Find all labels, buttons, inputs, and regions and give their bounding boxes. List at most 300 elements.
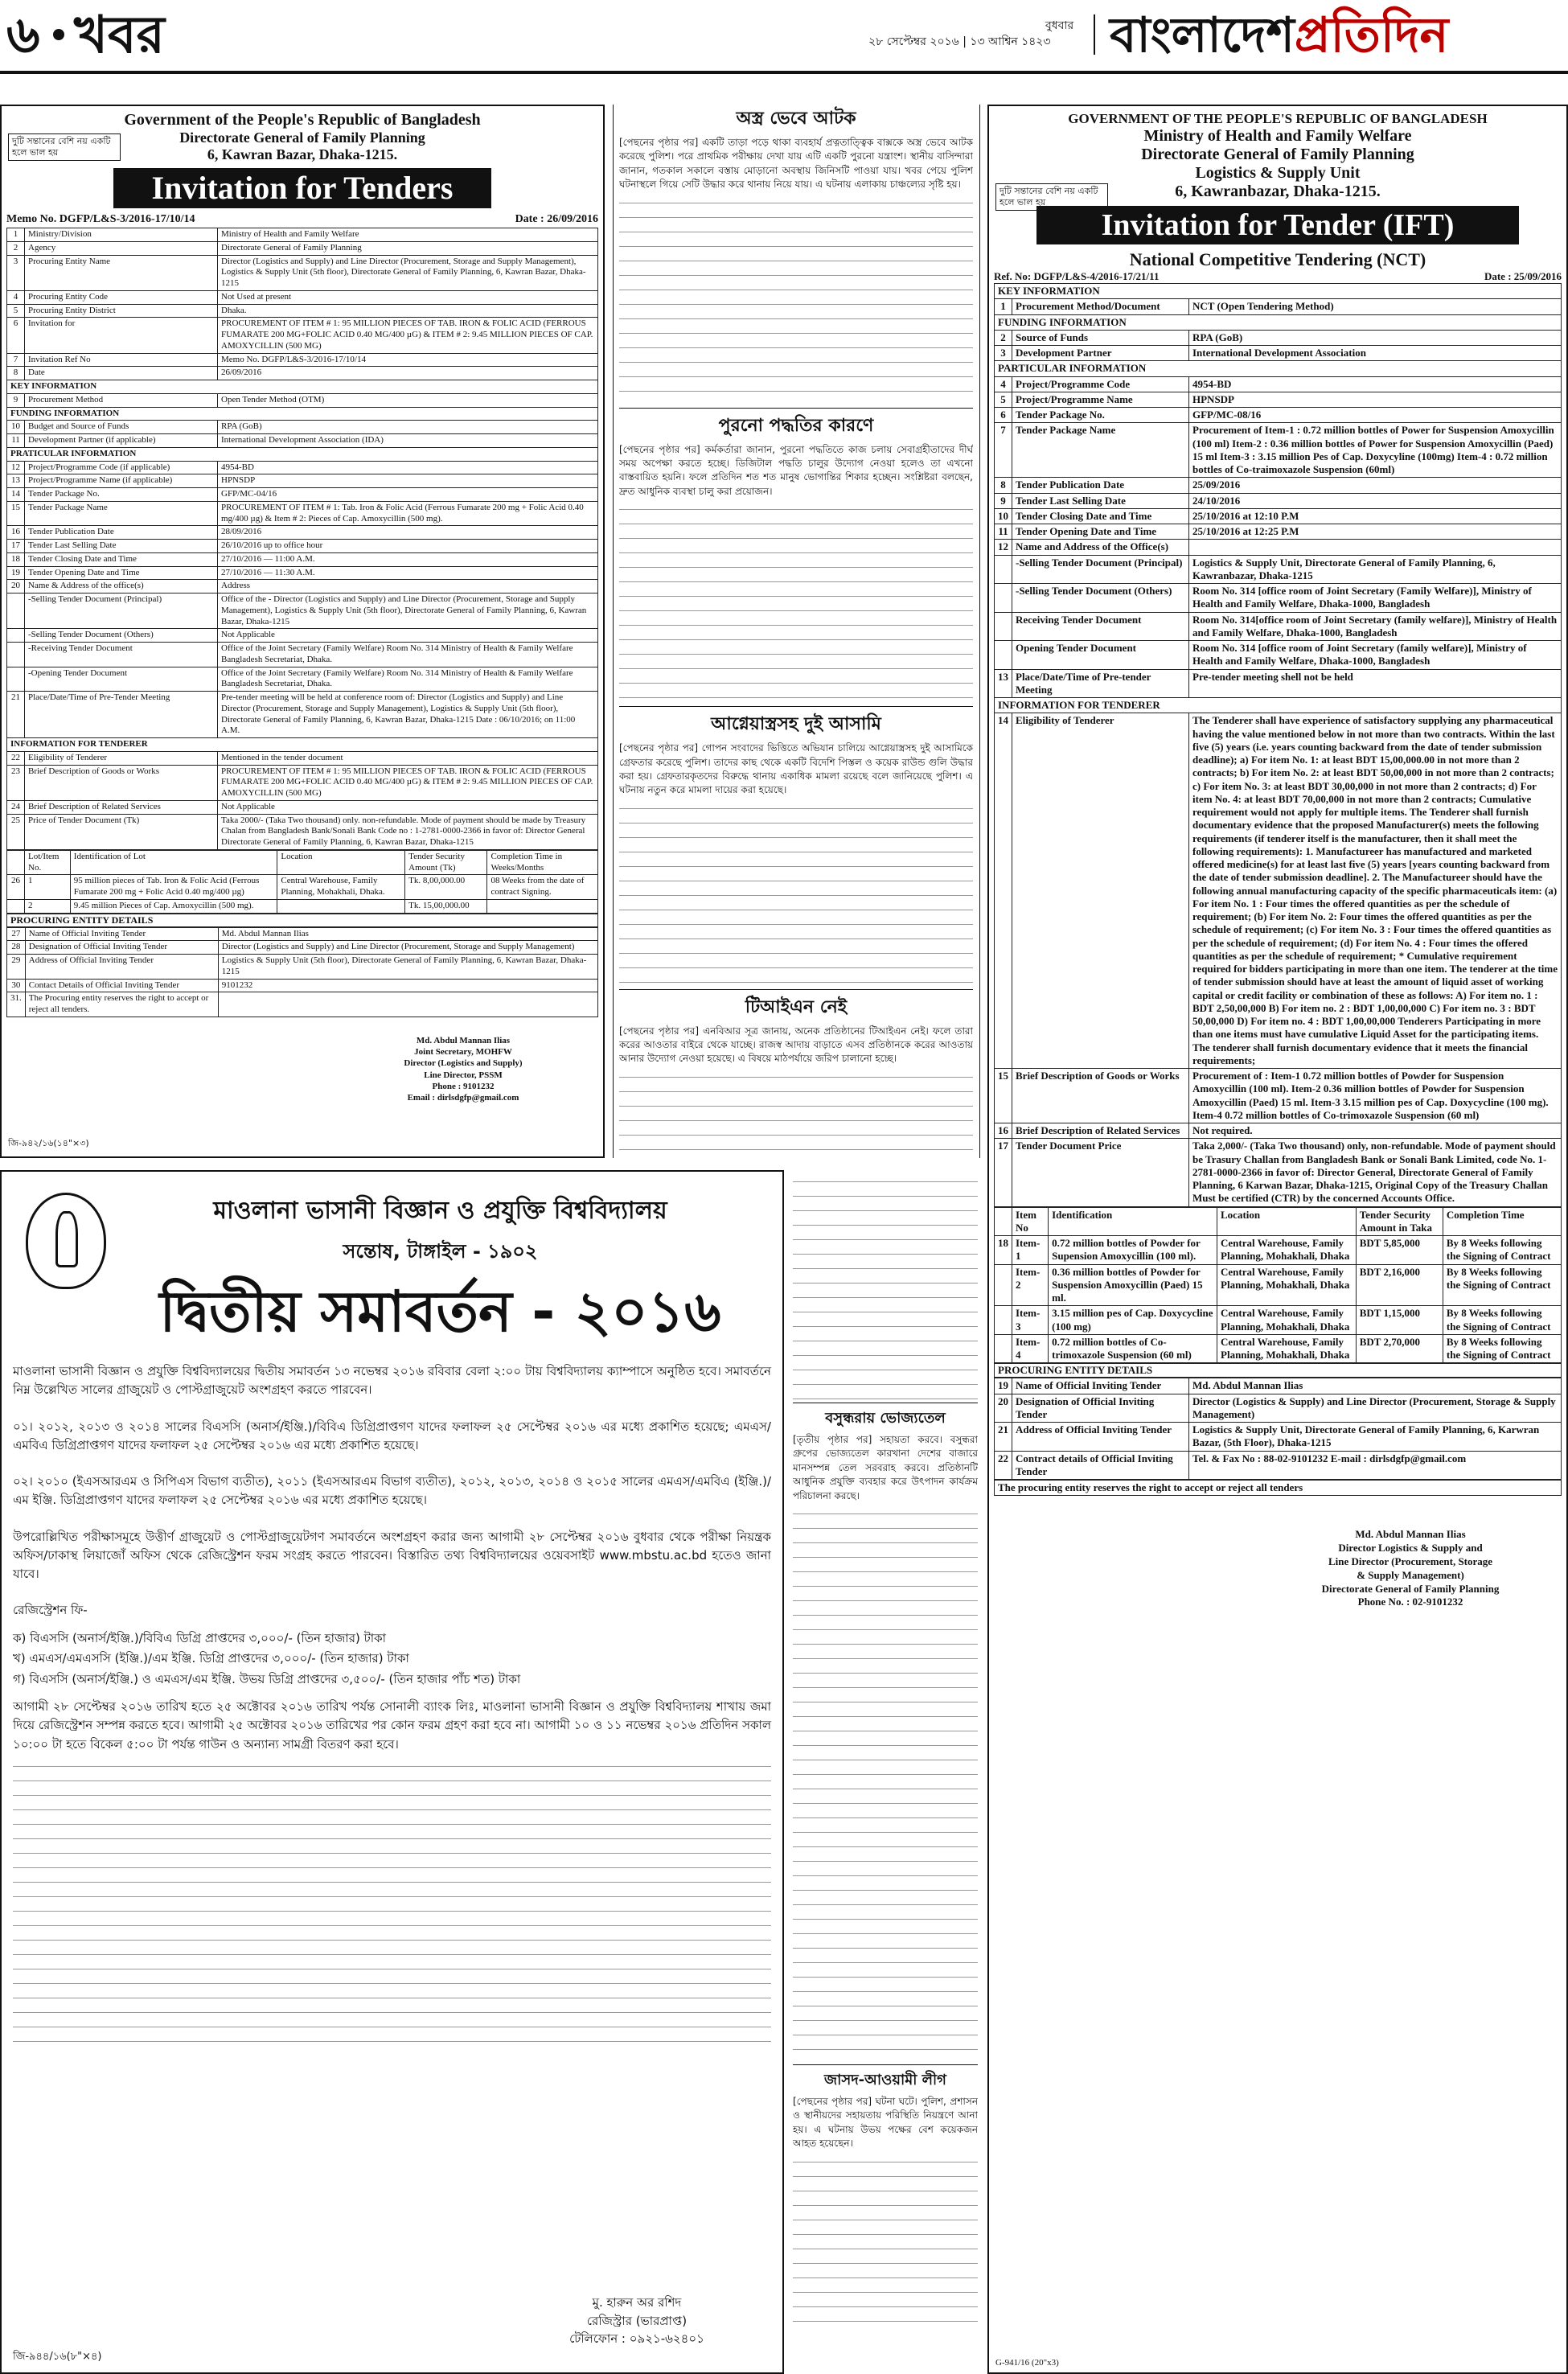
- news-body-6-cont: [793, 2154, 978, 2323]
- news-body-3-cont: [619, 801, 973, 986]
- table-cell: International Development Association: [1189, 346, 1562, 361]
- table-row: [995, 1264, 1562, 1306]
- table-row: [995, 408, 1562, 423]
- table-cell: 13: [7, 474, 25, 488]
- table-cell: Agency: [25, 241, 218, 255]
- table-row: [7, 353, 598, 367]
- table-cell: Central Warehouse, Family Planning, Mohakhali, Dhaka.: [277, 875, 405, 900]
- table-cell: [995, 612, 1012, 641]
- table-cell: [995, 1207, 1012, 1236]
- table-row: [995, 284, 1562, 299]
- table-cell: PROCUREMENT OF ITEM # 1: 95 MILLION PIECES OF TAB. IRON & FOLIC ACID (FERROUS FUMARATE 200 MG+FOLIC ACID 0.40 MG/400 µG) & ITEM # 2: 9.45 MILLION PIECES OF CAP. AMOXYCILLIN (500 MG): [218, 318, 598, 353]
- table-row: [7, 474, 598, 488]
- table-cell: 17: [7, 540, 25, 553]
- table-cell: -Receiving Tender Document: [25, 643, 218, 667]
- ad1-proc-head: PROCURING ENTITY DETAILS: [6, 914, 598, 927]
- table-cell: Not Applicable: [218, 629, 598, 643]
- ad2-date: Date : 25/09/2016: [1484, 270, 1562, 282]
- table-cell: Tender Security Amount (Tk): [405, 850, 487, 875]
- table-cell: 31.: [7, 992, 26, 1017]
- table-cell: 27/10/2016 — 11:30 A.M.: [218, 566, 598, 580]
- table-cell: Item No: [1012, 1207, 1049, 1236]
- table-cell: Tender Last Selling Date: [25, 540, 218, 553]
- table-row: [7, 979, 598, 992]
- ad2-ministry: Ministry of Health and Family Welfare: [1143, 127, 1412, 145]
- convocation-code: জি-৯৪৪/১৬(৮"×৪): [13, 2351, 102, 2363]
- table-cell: Central Warehouse, Family Planning, Mohakhali, Dhaka: [1217, 1264, 1357, 1306]
- table-cell: PRATICULAR INFORMATION: [7, 447, 598, 461]
- table-cell: Not Used at present: [218, 290, 598, 304]
- table-cell: 16: [7, 526, 25, 540]
- table-cell: Receiving Tender Document: [1012, 612, 1189, 641]
- bullet-icon: [53, 29, 64, 40]
- table-cell: Contact Details of Official Inviting Tender: [25, 979, 218, 992]
- ad2-proc-table: [994, 1378, 1562, 1480]
- table-cell: 2: [25, 899, 71, 913]
- table-cell: [995, 584, 1012, 613]
- table-cell: 3: [995, 346, 1012, 361]
- table-row: [7, 318, 598, 353]
- section-title: খবর: [74, 6, 165, 65]
- table-cell: Completion Time: [1443, 1207, 1561, 1236]
- table-cell: 25/10/2016 at 12:25 P.M: [1189, 524, 1562, 540]
- table-cell: -Selling Tender Document (Principal): [1012, 555, 1189, 584]
- table-cell: 18: [995, 1236, 1012, 1265]
- table-cell: 0.36 million bottles of Powder for Suspension Amoxycillin (Paed) 15 ml.: [1049, 1264, 1217, 1306]
- table-cell: Procuring Entity Code: [25, 290, 218, 304]
- masthead-separator: [1094, 14, 1095, 55]
- ad2-proc-head: PROCURING ENTITY DETAILS: [994, 1363, 1562, 1378]
- table-row: [7, 927, 598, 941]
- table-cell: Tender Opening Date and Time: [1012, 524, 1189, 540]
- news-headline-2: পুরনো পদ্ধতির কারণে: [619, 408, 973, 442]
- text-line: Md. Abdul Mannan Ilias: [1355, 1528, 1466, 1540]
- text-line: Joint Secretary, MOHFW: [414, 1047, 512, 1058]
- table-cell: Project/Programme Code (if applicable): [25, 461, 218, 474]
- table-cell: -Opening Tender Document: [25, 667, 218, 692]
- table-row: [7, 367, 598, 380]
- university-place: সন্তোষ, টাঙ্গাইল - ১৯০২: [343, 1240, 538, 1263]
- table-cell: 5: [7, 304, 25, 318]
- text-line: Director (Logistics and Supply): [404, 1058, 523, 1069]
- table-cell: Location: [277, 850, 405, 875]
- table-cell: 3: [7, 255, 25, 290]
- table-header-row: [995, 1207, 1562, 1236]
- table-cell: 11: [7, 434, 25, 448]
- table-cell: 25/09/2016: [1189, 478, 1562, 493]
- table-cell: Md. Abdul Mannan Ilias: [218, 927, 597, 941]
- table-cell: 20: [7, 580, 25, 594]
- table-cell: [7, 850, 25, 875]
- table-cell: 14: [7, 488, 25, 502]
- table-cell: 21: [7, 692, 25, 738]
- eligible-2: ০২। ২০১০ (ইএসআরএম ও সিপিএস বিভাগ ব্যতীত), ২০১১ (ইএসআরএম বিভাগ ব্যতীত), ২০১২, ২০১৩, ২০১৪ ও ২০১৫ সালের এমএস/এমবিএ (ইঞ্জি.)/এম ইঞ্জি. ডিগ্রিপ্রাপ্তগণ যাদের ফলাফল ২৫ সেপ্টেম্বর ২০১৬ এর মধ্যে প্রকাশিত হয়েছে।: [13, 1474, 771, 1508]
- table-cell: PARTICULAR INFORMATION: [995, 361, 1562, 376]
- table-row: [7, 434, 598, 448]
- table-cell: Development Partner (if applicable): [25, 434, 218, 448]
- table-cell: KEY INFORMATION: [995, 284, 1562, 299]
- convocation-body-2: আগামী ২৮ সেপ্টেম্বর ২০১৬ তারিখ হতে ২৫ অক্টোবর ২০১৬ তারিখ পর্যন্ত সোনালী ব্যাংক লিঃ, মাওলানা ভাসানী বিজ্ঞান ও প্রযুক্তি বিশ্ববিদ্যালয় শাখায় জমা দিয়ে রেজিস্ট্রেশন সম্পন্ন করতে হবে। আগামী ২৫ অক্টোবর ২০১৬ তারিখের পর কোন ফরম গ্রহণ করা হবে না। আগামী ১০ ও ১১ নভেম্বর ২০১৬ প্রতিদিন সকাল ১০:০০ টা হতে বিকেল ৫:০০ টা পর্যন্ত গাউন ও অন্যান্য সামগ্রী বিতরণ করা হবে।: [13, 1699, 771, 1752]
- table-cell: 08 Weeks from the date of contract Signing.: [487, 875, 598, 900]
- table-row: [7, 629, 598, 643]
- tender-ad-right: [987, 105, 1568, 2374]
- table-row: [995, 478, 1562, 493]
- table-cell: 25/10/2016 at 12:10 P.M: [1189, 508, 1562, 524]
- news-column: [619, 101, 973, 1163]
- table-row: [7, 738, 598, 752]
- table-row: [7, 421, 598, 434]
- logo-part-1: বাংলাদেশ: [1110, 7, 1295, 64]
- table-cell: 9: [995, 493, 1012, 508]
- table-cell: 3.15 million pes of Cap. Doxycycline (100 mg): [1049, 1306, 1217, 1335]
- ad2-unit: Logistics & Supply Unit: [1195, 164, 1361, 182]
- table-cell: Tender Last Selling Date: [1012, 493, 1189, 508]
- table-cell: Tk. 15,00,000.00: [405, 899, 487, 913]
- table-cell: Procurement of : Item-1 0.72 million bottles of Powder for Suspension Amoxycillin (100 ml). Item-2 0.36 million bottles of Powder for Suspension Amoxycillin (Paed) 15 ml. Item-3 3.15 million pes of Cap. Doxycycline (100 mg). Item-4 0.72 million bottles of Co-trimoxazole Suspension (60 ml): [1189, 1069, 1562, 1123]
- table-cell: 14: [995, 713, 1012, 1069]
- table-row: [995, 524, 1562, 540]
- table-cell: HPNSDP: [218, 474, 598, 488]
- table-cell: Invitation Ref No: [25, 353, 218, 367]
- table-cell: Room No. 314[office room of Joint Secretary (family welfare)], Ministry of Health and Family Welfare, Dhaka-1000, Bangladesh: [1189, 612, 1562, 641]
- table-row: [995, 698, 1562, 713]
- table-row: [995, 1394, 1562, 1423]
- table-cell: Budget and Source of Funds: [25, 421, 218, 434]
- table-cell: 30: [7, 979, 26, 992]
- news-body-5-cont: [793, 1506, 978, 2061]
- table-cell: 28/09/2016: [218, 526, 598, 540]
- table-cell: 26/09/2016: [218, 367, 598, 380]
- table-cell: Lot/Item No.: [25, 850, 71, 875]
- table-cell: 29: [7, 955, 26, 980]
- table-cell: Address of Official Inviting Tender: [1012, 1423, 1189, 1452]
- table-row: [7, 765, 598, 800]
- table-row: [995, 508, 1562, 524]
- table-cell: 28: [7, 941, 26, 955]
- text-line: Line Director, PSSM: [424, 1070, 503, 1080]
- table-cell: Place/Date/Time of Pre-Tender Meeting: [25, 692, 218, 738]
- page-number: ৬: [6, 6, 40, 65]
- table-cell: Taka 2000/- (Taka Two thousand) only. non-refundable. Mode of payment should be made by Treasury Chalan from Bangladesh Bank/Sonali Bank Code no : 1-2781-0000-2366 in favor of: Director General Directorate General of Family Planning, 6, Kawran Bazar, Dhaka-1215: [218, 814, 598, 849]
- news-headline-1: অস্ত্র ভেবে আটক: [736, 109, 856, 129]
- table-cell: [995, 555, 1012, 584]
- table-row: [995, 1123, 1562, 1139]
- table-cell: Place/Date/Time of Pre-tender Meeting: [1012, 669, 1189, 698]
- table-cell: Name & Address of the office(s): [25, 580, 218, 594]
- table-cell: 9.45 million Pieces of Cap. Amoxycillin (500 mg).: [70, 899, 277, 913]
- table-cell: 9: [7, 393, 25, 407]
- table-row: [995, 423, 1562, 478]
- text-line: টেলিফোন : ০৯২১-৬২৪০১: [569, 2331, 704, 2346]
- ad1-motto: দুটি সন্তানের বেশি নয় একটি হলে ভাল হয়: [8, 133, 121, 161]
- table-cell: Designation of Official Inviting Tender: [25, 941, 218, 955]
- issue-date: ২৮ সেপ্টেম্বর ২০১৬ | ১৩ আশ্বিন ১৪২৩: [868, 35, 1051, 48]
- table-cell: Directorate General of Family Planning: [218, 241, 598, 255]
- text-line: খ) এমএস/এমএসসি (ইঞ্জি.)/এম ইঞ্জি. ডিগ্রি প্রাপ্তদের ৩,০০০/- (তিন হাজার) টাকা: [13, 1651, 409, 1665]
- table-cell: [218, 992, 597, 1017]
- table-cell: Md. Abdul Mannan Ilias: [1189, 1378, 1562, 1394]
- table-row: [7, 899, 598, 913]
- table-cell: Central Warehouse, Family Planning, Mohakhali, Dhaka: [1217, 1306, 1357, 1335]
- table-row: [995, 1069, 1562, 1123]
- table-cell: Completion Time in Weeks/Months: [487, 850, 598, 875]
- table-cell: [7, 643, 25, 667]
- table-cell: Room No. 314 [office room of Joint Secretary (Family Welfare)], Ministry of Health and Family Welfare, Dhaka-1000, Bangladesh: [1189, 584, 1562, 613]
- news-body-1-cont: [619, 195, 973, 405]
- table-cell: Eligibility of Tenderer: [25, 751, 218, 765]
- table-cell: Procurement Method: [25, 393, 218, 407]
- ad2-address: 6, Kawranbazar, Dhaka-1215.: [1175, 183, 1381, 200]
- table-cell: BDT 2,70,000: [1356, 1334, 1443, 1363]
- news-body-4: [পেছনের পৃষ্ঠার পর] এনবিআর সূত্র জানায়, অনেক প্রতিষ্ঠানের টিআইএন নেই। ফলে তারা করের আওতার বাইরে থেকে যাচ্ছে। রাজস্ব আদায় বাড়াতে এসব প্রতিষ্ঠানকে করের আওতায় আনার উদ্যোগ নেওয়া হয়েছে। এ বিষয়ে মাঠপর্যায়ে জরিপ চালানো হচ্ছে।: [619, 1025, 973, 1065]
- ad1-govt: Government of the People's Republic of Bangladesh: [124, 111, 481, 129]
- table-row: [7, 407, 598, 421]
- table-cell: 7: [7, 353, 25, 367]
- table-cell: 23: [7, 765, 25, 800]
- table-cell: 22: [7, 751, 25, 765]
- table-cell: 1: [25, 875, 71, 900]
- table-cell: Brief Description of Related Services: [25, 800, 218, 814]
- ad2-signature: [1259, 1528, 1562, 1609]
- table-cell: 1: [995, 299, 1012, 314]
- table-cell: Brief Description of Goods or Works: [25, 765, 218, 800]
- table-row: [7, 667, 598, 692]
- ad2-ref-row: [994, 270, 1562, 283]
- table-cell: Not required.: [1189, 1123, 1562, 1139]
- university-logo: [26, 1193, 106, 1289]
- table-row: [7, 290, 598, 304]
- table-row: [7, 241, 598, 255]
- news-headline-3: আগ্নেয়াস্ত্রসহ দুই আসামি: [619, 706, 973, 740]
- news-body-2-cont: [619, 502, 973, 703]
- table-cell: 27/10/2016 — 11:00 A.M.: [218, 552, 598, 566]
- convocation-title: দ্বিতীয় সমাবর্তন - ২০১৬: [159, 1279, 721, 1345]
- table-cell: 95 million pieces of Tab. Iron & Folic Acid (Ferrous Fumarate 200 mg + Folic Acid 0.40 mg/400 µg): [70, 875, 277, 900]
- ad1-memo: Memo No. DGFP/L&S-3/2016-17/10/14: [6, 213, 195, 225]
- col-rule-1: [613, 105, 614, 1158]
- ad1-lots-table: [6, 850, 598, 914]
- table-row: [7, 255, 598, 290]
- table-cell: By 8 Weeks following the Signing of Contract: [1443, 1334, 1561, 1363]
- ad1-table: [6, 228, 598, 850]
- table-cell: [7, 667, 25, 692]
- table-cell: Designation of Official Inviting Tender: [1012, 1394, 1189, 1423]
- ad1-address: 6, Kawran Bazar, Dhaka-1215.: [207, 146, 398, 162]
- ad2-ref: Ref. No: DGFP/L&S-4/2016-17/21/11: [994, 270, 1160, 282]
- table-cell: RPA (GoB): [1189, 330, 1562, 345]
- table-cell: 22: [995, 1451, 1012, 1480]
- table-cell: [487, 899, 598, 913]
- table-cell: Room No. 314 [office room of Joint Secretary (family welfare)], Ministry of Health and Family Welfare, Dhaka-1000, Bangladesh: [1189, 641, 1562, 670]
- table-cell: 19: [995, 1378, 1012, 1394]
- table-cell: Brief Description of Related Services: [1012, 1123, 1189, 1139]
- ad1-code: জি-৯৪২/১৬(১৪"×৩): [8, 1138, 89, 1148]
- table-cell: 27: [7, 927, 26, 941]
- table-cell: Mentioned in the tender document: [218, 751, 598, 765]
- table-cell: Tender Publication Date: [1012, 478, 1189, 493]
- table-cell: 25: [7, 814, 25, 849]
- text-line: Phone : 9101232: [432, 1081, 495, 1091]
- table-row: [995, 346, 1562, 361]
- table-cell: BDT 1,15,000: [1356, 1306, 1443, 1335]
- table-cell: Tender Closing Date and Time: [25, 552, 218, 566]
- table-cell: Address of Official Inviting Tender: [25, 955, 218, 980]
- table-cell: Tender Publication Date: [25, 526, 218, 540]
- table-cell: RPA (GoB): [218, 421, 598, 434]
- col-rule-2: [979, 105, 980, 1158]
- table-cell: [7, 629, 25, 643]
- table-row: [7, 814, 598, 849]
- table-cell: Tk. 8,00,000.00: [405, 875, 487, 900]
- table-cell: Tel. & Fax No : 88-02-9101232 E-mail : dirlsdgfp@gmail.com: [1189, 1451, 1562, 1480]
- table-row: [7, 992, 598, 1017]
- news-body-4-tail: [793, 1174, 978, 1399]
- table-cell: Tender Package Name: [1012, 423, 1189, 478]
- table-cell: 26: [7, 875, 25, 900]
- registrar-signature: [532, 2294, 741, 2348]
- table-row: [7, 580, 598, 594]
- convocation-ad: [0, 1170, 784, 2374]
- table-cell: Ministry/Division: [25, 228, 218, 242]
- table-cell: 6: [7, 318, 25, 353]
- table-row: [995, 493, 1562, 508]
- table-cell: Item-2: [1012, 1264, 1049, 1306]
- table-cell: -Selling Tender Document (Others): [25, 629, 218, 643]
- table-cell: 21: [995, 1423, 1012, 1452]
- table-cell: The Tenderer shall have experience of satisfactory supplying any pharmaceutical having the value mentioned below in not more than two contracts. Within the last five (5) years (i.e. years counting backward from the date of tender submission deadline); a) For item No. 1: at least BDT 15,00,000.00 in not more than 2 contracts; b) For item No. 2: at least BDT 50,00,000 in not more than 2 contracts; c) For item No. 3: at least BDT 30,00,000 in not more than 2 contracts; d) For item No. 4: at least BDT 70,00,000 in not more than 2 contracts; Cumulative requirement would not apply for multiple items. The Tenderer shall furnish documentary evidence that the proposed Manufacturer(s) meets the following requirements (if tenderer itself is the manufacturer, then it shall meet the following requirements): 1. Manufactureer has manufactured and marketed offered medicine(s) for at least last five (5) years [years counting backward from the date of tender submission deadline]. 2. The Manufactureer should have the following annual manufacturing capacity of the specific pharmaceuticals item: (a) For item No. 1 : Four times the offered quantities as per the schedule of requirement; (b) For item No. 2: Four times the offered quantities as per the schedule of requirement; (c) For item No. 3 : Four times the offered quantities as per the schedule of requirement; (d) For item No. 4 : Four times the offered quantities as per the schedule of requirement; * Cumulative requirement required for bidders participating in more than one item. The tenderer at the time of tender submission should have at least the amount of liquid asset of working capital or credit facility or combination of these as follows: A) For item no. 1 : BDT 2,50,00,000 B) For item no. 2 : BDT 1,00,00,000 C) For item no. 3 : BDT 50,00,000 D) For item no. 4 : BDT 1,00,00,000 Tenderers Participating in more than one items must have cumulative Liquid Asset for the participating items. The tenderer shall furnish documentary evidence that it meets the financial requirements;: [1189, 713, 1562, 1069]
- table-cell: -Selling Tender Document (Principal): [25, 594, 218, 629]
- table-cell: GFP/MC-08/16: [1189, 408, 1562, 423]
- table-row: [7, 875, 598, 900]
- table-cell: Not Applicable: [218, 800, 598, 814]
- table-cell: Date: [25, 367, 218, 380]
- convocation-intro: মাওলানা ভাসানী বিজ্ঞান ও প্রযুক্তি বিশ্ববিদ্যালয়ের দ্বিতীয় সমাবর্তন ১৩ নভেম্বর ২০১৬ রবিবার বেলা ২:০০ টায় বিশ্ববিদ্যালয় ক্যাম্পাসে অনুষ্ঠিত হবে। সমাবর্তনে নিম্ন উল্লেখিত সালের গ্রাজুয়েট ও পোস্টগ্রাজুয়েট অংশগ্রহণ করতে পারবেন।: [13, 1364, 771, 1398]
- table-cell: Director (Logistics and Supply) and Line Director (Procurement, Storage and Supply Management): [218, 941, 597, 955]
- table-cell: Office of the Joint Secretary (Family Welfare) Room No. 314 Ministry of Health & Family Welfare Bangladesh Secretariat, Dhaka.: [218, 643, 598, 667]
- table-row: [7, 393, 598, 407]
- ad1-directorate: Directorate General of Family Planning: [179, 129, 425, 146]
- table-cell: Development Partner: [1012, 346, 1189, 361]
- table-row: [995, 1423, 1562, 1452]
- table-cell: BDT 5,85,000: [1356, 1236, 1443, 1265]
- table-cell: INFORMATION FOR TENDERER: [995, 698, 1562, 713]
- text-line: মু. হারুন অর রশিদ: [592, 2295, 682, 2310]
- table-cell: 13: [995, 669, 1012, 698]
- table-cell: Brief Description of Goods or Works: [1012, 1069, 1189, 1123]
- tender-ad-left: [0, 105, 605, 1158]
- eligible-1: ০১। ২০১২, ২০১৩ ও ২০১৪ সালের বিএসসি (অনার্স/ইঞ্জি.)/বিবিএ ডিগ্রিপ্রাপ্তগণ যাদের ফলাফল ২৫ সেপ্টেম্বর ২০১৬ এর মধ্যে প্রকাশিত হয়েছে; এমএস/এমবিএ ডিগ্রিপ্রাপ্তগণ যাদের ফলাফল ২৫ সেপ্টেম্বর ২০১৬ এর মধ্যে প্রকাশিত হয়েছে।: [13, 1419, 771, 1452]
- table-row: [995, 1139, 1562, 1206]
- news-body-5: [তৃতীয় পৃষ্ঠার পর] সহায়তা করবে। বসুন্ধরা গ্রুপের ভোজ্যতেল কারখানা দেশের বাজারে মানসম্পন্ন তেল সরবরাহ করবে। প্রতিষ্ঠানটি আধুনিক প্রযুক্তি ব্যবহার করে উৎপাদন কার্যক্রম পরিচালনা করছে।: [793, 1434, 978, 1501]
- table-cell: Central Warehouse, Family Planning, Mohakhali, Dhaka: [1217, 1334, 1357, 1363]
- masthead-rule: [0, 71, 1568, 74]
- table-cell: Invitation for: [25, 318, 218, 353]
- table-row: [7, 380, 598, 394]
- news-body-1: [পেছনের পৃষ্ঠার পর] একটি তাড়া পড়ে থাকা ব্যবহার্য প্রত্নতাত্ত্বিক বাক্সকে অস্ত্র ভেবে আটক করেছে পুলিশ। পরে প্রাথমিক পরীক্ষায় দেখা যায় এটি একটি পুরনো যন্ত্রাংশ। স্থানীয় বাসিন্দারা জানান, গতকাল সকালে বস্তায় মোড়ানো অবস্থায় জিনিসটি পাওয়া যায়। খবর পেয়ে পুলিশ ঘটনাস্থলে গিয়ে সেটি উদ্ধার করে থানায় নিয়ে যায়। এ ঘটনায় এলাকায় চাঞ্চল্যের সৃষ্টি হয়।: [619, 137, 973, 191]
- table-row: [995, 555, 1562, 584]
- table-cell: The Procuring entity reserves the right to accept or reject all tenders.: [25, 992, 218, 1017]
- table-row: [7, 955, 598, 980]
- table-cell: 15: [7, 501, 25, 526]
- table-cell: Eligibility of Tenderer: [1012, 713, 1189, 1069]
- table-cell: Identification of Lot: [70, 850, 277, 875]
- convocation-body-cont: [13, 1759, 771, 2048]
- table-cell: 9101232: [218, 979, 597, 992]
- table-cell: [995, 1306, 1012, 1335]
- table-cell: Procurement of Item-1 : 0.72 million bottles of Power for Suspension Amoxycillin (100 ml) Item-2 : 0.36 million bottles of Power for Suspension Amoxycillin (Paed) 15 ml Item-3 : 3.15 million Pes of Cap. Doxycyline (100mg) Item-4 : 0.72 million bottles of Co-traimoxazole Suspension (60ml): [1189, 423, 1562, 478]
- ad2-table: [994, 283, 1562, 1207]
- table-cell: 0.72 million bottles of Co-trimoxazole Suspension (60 ml): [1049, 1334, 1217, 1363]
- table-row: [995, 1236, 1562, 1265]
- table-cell: Office of the Joint Secretary (Family Welfare) Room No. 314 Ministry of Health & Family Welfare Bangladesh Secretariat, Dhaka.: [218, 667, 598, 692]
- university-name: মাওলানা ভাসানী বিজ্ঞান ও প্রযুক্তি বিশ্ববিদ্যালয়: [213, 1197, 667, 1225]
- ad1-proc-table: [6, 927, 598, 1017]
- table-cell: Item-1: [1012, 1236, 1049, 1265]
- table-row: [7, 643, 598, 667]
- table-cell: Project/Programme Code: [1012, 376, 1189, 392]
- table-cell: Project/Programme Name: [1012, 392, 1189, 407]
- text-line: Md. Abdul Mannan Ilias: [416, 1035, 511, 1045]
- table-cell: KEY INFORMATION: [7, 380, 598, 394]
- table-row: [7, 461, 598, 474]
- table-cell: Address: [218, 580, 598, 594]
- table-row: [995, 540, 1562, 555]
- news-body-6: [পেছনের পৃষ্ঠার পর] ঘটনা ঘটে। পুলিশ, প্রশাসন ও স্থানীয়দের সহায়তায় পরিস্থিতি নিয়ন্ত্রণে আনা হয়। এ ঘটনায় উভয় পক্ষের বেশ কয়েকজন আহত হয়েছেন।: [793, 2095, 978, 2150]
- table-row: [7, 751, 598, 765]
- issue-day: বুধবার: [1045, 19, 1074, 32]
- table-cell: -Selling Tender Document (Others): [1012, 584, 1189, 613]
- table-cell: Price of Tender Document (Tk): [25, 814, 218, 849]
- table-row: [7, 552, 598, 566]
- text-line: Director Logistics & Supply and: [1338, 1541, 1483, 1554]
- table-row: [995, 612, 1562, 641]
- table-cell: 7: [995, 423, 1012, 478]
- table-cell: Logistics & Supply Unit (5th floor), Directorate General of Family Planning, 6, Kawran Bazar, Dhaka-1215: [218, 955, 597, 980]
- table-cell: FUNDING INFORMATION: [995, 314, 1562, 330]
- table-cell: Ministry of Health and Family Welfare: [218, 228, 598, 242]
- table-row: [995, 314, 1562, 330]
- table-row: [995, 330, 1562, 345]
- table-cell: Tender Package Name: [25, 501, 218, 526]
- table-cell: 15: [995, 1069, 1012, 1123]
- table-cell: 18: [7, 552, 25, 566]
- table-cell: FUNDING INFORMATION: [7, 407, 598, 421]
- table-cell: [995, 641, 1012, 670]
- table-cell: Central Warehouse, Family Planning, Mohakhali, Dhaka: [1217, 1236, 1357, 1265]
- table-cell: [7, 594, 25, 629]
- table-cell: 19: [7, 566, 25, 580]
- table-row: [7, 800, 598, 814]
- text-line: & Supply Management): [1357, 1568, 1464, 1581]
- table-cell: 4954-BD: [218, 461, 598, 474]
- table-cell: 1: [7, 228, 25, 242]
- table-cell: 8: [7, 367, 25, 380]
- ad2-reserve: The procuring entity reserves the right to accept or reject all tenders: [994, 1480, 1562, 1496]
- table-cell: Director (Logistics & Supply) and Line Director (Procurement, Storage & Supply Management): [1189, 1394, 1562, 1423]
- table-row: [995, 584, 1562, 613]
- table-row: [7, 526, 598, 540]
- table-cell: Tender Document Price: [1012, 1139, 1189, 1206]
- table-cell: Tender Package No.: [25, 488, 218, 502]
- table-row: [995, 1451, 1562, 1480]
- table-row: [995, 361, 1562, 376]
- ad2-govt: GOVERNMENT OF THE PEOPLE'S REPUBLIC OF BANGLADESH: [1068, 111, 1488, 126]
- fee-heading: রেজিস্ট্রেশন ফি-: [13, 1603, 88, 1618]
- table-row: [7, 501, 598, 526]
- news-body-3: [পেছনের পৃষ্ঠার পর] গোপন সংবাদের ভিত্তিতে অভিযান চালিয়ে আগ্নেয়াস্ত্রসহ দুই আসামিকে গ্রেফতার করেছে পুলিশ। তাদের কাছ থেকে একটি বিদেশি পিস্তল ও কয়েক রাউন্ড গুলি উদ্ধার করা হয়। গ্রেফতারকৃতদের বিরুদ্ধে থানায় একাধিক মামলা রয়েছে বলে জানিয়েছে পুলিশ। এ ঘটনায় নতুন করে মামলা দায়ের করা হয়েছে।: [619, 742, 973, 796]
- table-cell: [7, 899, 25, 913]
- news-headline-6: জাসদ-আওয়ামী লীগ: [793, 2064, 978, 2093]
